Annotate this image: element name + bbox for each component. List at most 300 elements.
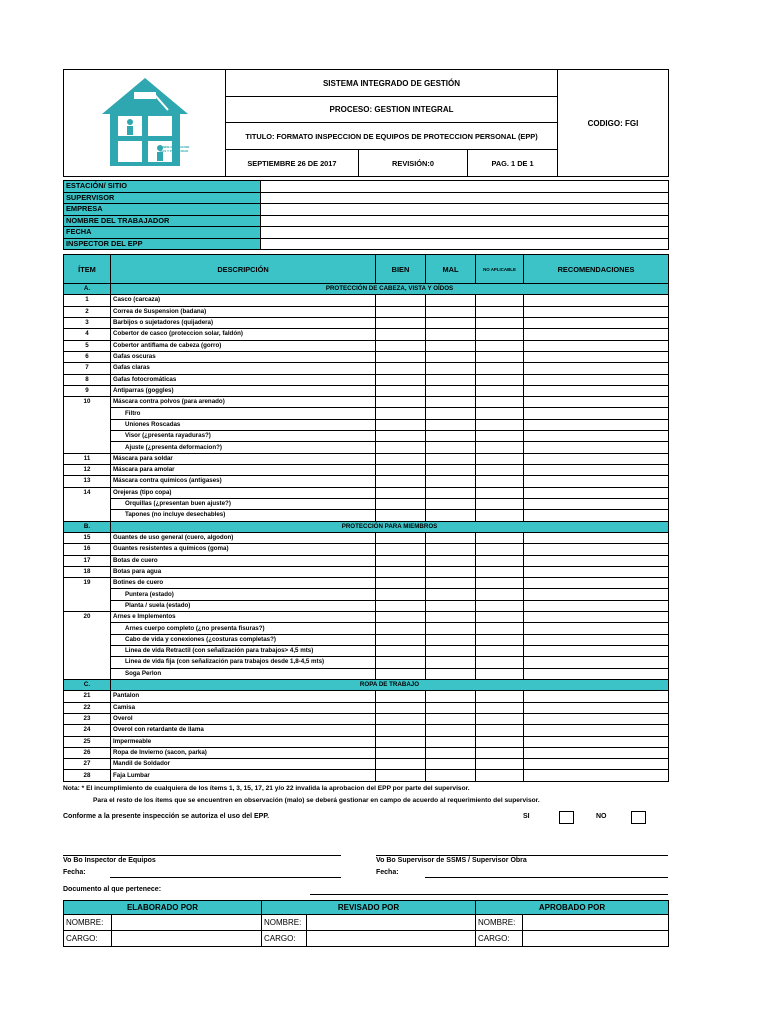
not-applicable-cell[interactable] bbox=[476, 329, 524, 340]
good-cell[interactable] bbox=[376, 634, 426, 645]
bad-cell[interactable] bbox=[426, 351, 476, 362]
item-number: 6 bbox=[64, 351, 111, 362]
document-title: TITULO: FORMATO INSPECCION DE EQUIPOS DE PROTECCION PERSONAL (EPP) bbox=[226, 123, 558, 150]
sub-item-description: Puntera (estado) bbox=[111, 589, 376, 600]
table-row bbox=[64, 465, 669, 476]
info-value-field[interactable] bbox=[261, 215, 669, 227]
good-cell[interactable] bbox=[376, 566, 426, 577]
table-row bbox=[64, 374, 669, 385]
not-applicable-cell[interactable] bbox=[476, 442, 524, 453]
item-number: 20 bbox=[64, 612, 111, 680]
good-cell[interactable] bbox=[376, 465, 426, 476]
recommendation-cell[interactable] bbox=[524, 442, 669, 453]
info-label: INSPECTOR DEL EPP bbox=[64, 238, 261, 250]
bad-cell[interactable] bbox=[426, 419, 476, 430]
approved-position-label: CARGO: bbox=[476, 931, 523, 947]
no-label: NO bbox=[596, 813, 607, 820]
section-row bbox=[64, 679, 669, 690]
not-applicable-cell[interactable] bbox=[476, 578, 524, 589]
item-description: Cobertor antiflama de cabeza (gorro) bbox=[111, 340, 376, 351]
supervisor-date-line[interactable] bbox=[425, 877, 668, 878]
bad-cell[interactable] bbox=[426, 408, 476, 419]
table-row bbox=[64, 487, 669, 498]
good-cell[interactable] bbox=[376, 329, 426, 340]
item-description: Máscara para soldar bbox=[111, 453, 376, 464]
prepared-name-field[interactable] bbox=[112, 915, 262, 931]
recommendation-cell[interactable] bbox=[524, 419, 669, 430]
approved-position-field[interactable] bbox=[523, 931, 669, 947]
item-description: Barbijos o sujetadores (quijadera) bbox=[111, 317, 376, 328]
good-cell[interactable] bbox=[376, 544, 426, 555]
recommendation-cell[interactable] bbox=[524, 544, 669, 555]
good-cell[interactable] bbox=[376, 747, 426, 758]
good-cell[interactable] bbox=[376, 759, 426, 770]
table-row bbox=[64, 453, 669, 464]
bad-cell[interactable] bbox=[426, 510, 476, 521]
item-number: 26 bbox=[64, 747, 111, 758]
recommendation-cell[interactable] bbox=[524, 759, 669, 770]
not-applicable-cell[interactable] bbox=[476, 385, 524, 396]
yes-checkbox[interactable] bbox=[559, 811, 574, 824]
bad-cell[interactable] bbox=[426, 555, 476, 566]
not-applicable-cell[interactable] bbox=[476, 465, 524, 476]
table-row bbox=[64, 747, 669, 758]
sub-item-description: Tapones (no incluye desechables) bbox=[111, 510, 376, 521]
good-cell[interactable] bbox=[376, 431, 426, 442]
section-title: PROTECCIÓN DE CABEZA, VISTA Y OÍDOS bbox=[111, 284, 669, 295]
recommendation-cell[interactable] bbox=[524, 363, 669, 374]
info-value-field[interactable] bbox=[261, 192, 669, 204]
bad-cell[interactable] bbox=[426, 713, 476, 724]
item-number: 22 bbox=[64, 702, 111, 713]
recommendation-cell[interactable] bbox=[524, 646, 669, 657]
bad-cell[interactable] bbox=[426, 736, 476, 747]
inspector-signature-line[interactable] bbox=[63, 855, 341, 856]
not-applicable-cell[interactable] bbox=[476, 453, 524, 464]
supervisor-date-label: Fecha: bbox=[376, 869, 399, 876]
item-description: Botas de cuero bbox=[111, 555, 376, 566]
reviewed-position-field[interactable] bbox=[307, 931, 476, 947]
recommendation-cell[interactable] bbox=[524, 295, 669, 306]
table-row bbox=[64, 431, 669, 442]
item-description: Cobertor de casco (proteccion solar, faldón) bbox=[111, 329, 376, 340]
reviewed-name-field[interactable] bbox=[307, 915, 476, 931]
bad-cell[interactable] bbox=[426, 623, 476, 634]
bad-cell[interactable] bbox=[426, 465, 476, 476]
good-cell[interactable] bbox=[376, 442, 426, 453]
date-revision-row bbox=[226, 150, 557, 176]
sub-item-description: Uniones Roscadas bbox=[111, 419, 376, 430]
bad-cell[interactable] bbox=[426, 657, 476, 668]
yes-label: SI bbox=[523, 813, 530, 820]
not-applicable-cell[interactable] bbox=[476, 555, 524, 566]
good-cell[interactable] bbox=[376, 419, 426, 430]
recommendation-cell[interactable] bbox=[524, 431, 669, 442]
table-row bbox=[64, 295, 669, 306]
table-row bbox=[64, 363, 669, 374]
good-cell[interactable] bbox=[376, 532, 426, 543]
item-number: 1 bbox=[64, 295, 111, 306]
recommendation-cell[interactable] bbox=[524, 408, 669, 419]
recommendation-cell[interactable] bbox=[524, 374, 669, 385]
bad-cell[interactable] bbox=[426, 306, 476, 317]
not-applicable-cell[interactable] bbox=[476, 487, 524, 498]
info-value-field[interactable] bbox=[261, 227, 669, 239]
recommendation-cell[interactable] bbox=[524, 385, 669, 396]
note-line-1: Nota: * El incumplimiento de cualquiera de los ítems 1, 3, 15, 17, 21 y/o 22 invalida la aprobacion del EPP por parte del supervisor. bbox=[63, 785, 470, 792]
reviewed-by-header: REVISADO POR bbox=[262, 901, 476, 915]
good-cell[interactable] bbox=[376, 317, 426, 328]
good-cell[interactable] bbox=[376, 713, 426, 724]
not-applicable-cell[interactable] bbox=[476, 736, 524, 747]
good-cell[interactable] bbox=[376, 657, 426, 668]
info-row bbox=[64, 204, 669, 216]
not-applicable-cell[interactable] bbox=[476, 668, 524, 679]
not-applicable-cell[interactable] bbox=[476, 317, 524, 328]
good-cell[interactable] bbox=[376, 487, 426, 498]
not-applicable-cell[interactable] bbox=[476, 634, 524, 645]
good-cell[interactable] bbox=[376, 476, 426, 487]
supervisor-signature-line[interactable] bbox=[376, 855, 668, 856]
good-cell[interactable] bbox=[376, 578, 426, 589]
info-value-field[interactable] bbox=[261, 204, 669, 216]
table-row bbox=[64, 498, 669, 509]
not-applicable-cell[interactable] bbox=[476, 295, 524, 306]
recommendation-cell[interactable] bbox=[524, 397, 669, 408]
good-cell[interactable] bbox=[376, 623, 426, 634]
recommendation-cell[interactable] bbox=[524, 476, 669, 487]
recommendation-cell[interactable] bbox=[524, 566, 669, 577]
section-letter: C. bbox=[64, 679, 111, 690]
item-number: 16 bbox=[64, 544, 111, 555]
good-cell[interactable] bbox=[376, 770, 426, 781]
item-number: 17 bbox=[64, 555, 111, 566]
item-description: Gafas fotocromáticas bbox=[111, 374, 376, 385]
recommendation-cell[interactable] bbox=[524, 725, 669, 736]
bad-cell[interactable] bbox=[426, 747, 476, 758]
bad-cell[interactable] bbox=[426, 668, 476, 679]
not-applicable-cell[interactable] bbox=[476, 408, 524, 419]
page-number: PAG. 1 DE 1 bbox=[491, 158, 534, 168]
item-description: Orejeras (tipo copa) bbox=[111, 487, 376, 498]
document-reference-label: Documento al que pertenece: bbox=[63, 886, 162, 893]
supervisor-approval-label: Vo Bo Supervisor de SSMS / Supervisor Obra bbox=[376, 857, 527, 864]
table-row bbox=[64, 476, 669, 487]
good-cell[interactable] bbox=[376, 498, 426, 509]
good-cell[interactable] bbox=[376, 589, 426, 600]
item-description: Mandil de Soldador bbox=[111, 759, 376, 770]
table-row bbox=[64, 408, 669, 419]
prepared-by-header: ELABORADO POR bbox=[64, 901, 262, 915]
table-row bbox=[64, 646, 669, 657]
info-label: ESTACIÓN/ SITIO bbox=[64, 181, 261, 193]
not-applicable-cell[interactable] bbox=[476, 419, 524, 430]
item-description: Pantalon bbox=[111, 691, 376, 702]
not-applicable-cell[interactable] bbox=[476, 363, 524, 374]
bad-cell[interactable] bbox=[426, 532, 476, 543]
bad-cell[interactable] bbox=[426, 498, 476, 509]
info-row bbox=[64, 192, 669, 204]
column-not-applicable: NO APLICABLE bbox=[476, 255, 524, 284]
column-description: DESCRIPCIÓN bbox=[111, 255, 376, 284]
bad-cell[interactable] bbox=[426, 612, 476, 623]
no-checkbox[interactable] bbox=[631, 811, 646, 824]
recommendation-cell[interactable] bbox=[524, 510, 669, 521]
bad-cell[interactable] bbox=[426, 725, 476, 736]
sub-item-description: Visor (¿presenta rayaduras?) bbox=[111, 431, 376, 442]
bad-cell[interactable] bbox=[426, 397, 476, 408]
recommendation-cell[interactable] bbox=[524, 555, 669, 566]
recommendation-cell[interactable] bbox=[524, 487, 669, 498]
recommendation-cell[interactable] bbox=[524, 770, 669, 781]
table-row bbox=[64, 340, 669, 351]
table-row bbox=[64, 317, 669, 328]
bad-cell[interactable] bbox=[426, 578, 476, 589]
bad-cell[interactable] bbox=[426, 363, 476, 374]
item-number: 3 bbox=[64, 317, 111, 328]
good-cell[interactable] bbox=[376, 702, 426, 713]
bad-cell[interactable] bbox=[426, 476, 476, 487]
logo-cell bbox=[64, 70, 226, 177]
recommendation-cell[interactable] bbox=[524, 578, 669, 589]
item-description: Casco (carcaza) bbox=[111, 295, 376, 306]
not-applicable-cell[interactable] bbox=[476, 657, 524, 668]
recommendation-cell[interactable] bbox=[524, 691, 669, 702]
document-reference-line[interactable] bbox=[310, 894, 668, 895]
not-applicable-cell[interactable] bbox=[476, 397, 524, 408]
sub-item-description: Cabo de vida y conexiones (¿costuras completas?) bbox=[111, 634, 376, 645]
table-row bbox=[64, 759, 669, 770]
good-cell[interactable] bbox=[376, 295, 426, 306]
good-cell[interactable] bbox=[376, 736, 426, 747]
not-applicable-cell[interactable] bbox=[476, 431, 524, 442]
bad-cell[interactable] bbox=[426, 487, 476, 498]
recommendation-cell[interactable] bbox=[524, 747, 669, 758]
good-cell[interactable] bbox=[376, 306, 426, 317]
recommendation-cell[interactable] bbox=[524, 736, 669, 747]
good-cell[interactable] bbox=[376, 555, 426, 566]
bad-cell[interactable] bbox=[426, 646, 476, 657]
not-applicable-cell[interactable] bbox=[476, 770, 524, 781]
not-applicable-cell[interactable] bbox=[476, 340, 524, 351]
inspector-approval-label: Vo Bo Inspector de Equipos bbox=[63, 857, 156, 864]
not-applicable-cell[interactable] bbox=[476, 306, 524, 317]
recommendation-cell[interactable] bbox=[524, 329, 669, 340]
table-row bbox=[64, 419, 669, 430]
table-row bbox=[64, 442, 669, 453]
recommendation-cell[interactable] bbox=[524, 306, 669, 317]
section-letter: B. bbox=[64, 521, 111, 532]
table-row bbox=[64, 702, 669, 713]
item-number: 13 bbox=[64, 476, 111, 487]
recommendation-cell[interactable] bbox=[524, 532, 669, 543]
item-description: Overol bbox=[111, 713, 376, 724]
bad-cell[interactable] bbox=[426, 702, 476, 713]
process-name: PROCESO: GESTION INTEGRAL bbox=[226, 97, 558, 123]
table-row bbox=[64, 544, 669, 555]
house-logo-icon bbox=[98, 74, 192, 170]
bad-cell[interactable] bbox=[426, 589, 476, 600]
reviewed-name-label: NOMBRE: bbox=[262, 915, 307, 931]
bad-cell[interactable] bbox=[426, 634, 476, 645]
not-applicable-cell[interactable] bbox=[476, 747, 524, 758]
good-cell[interactable] bbox=[376, 363, 426, 374]
not-applicable-cell[interactable] bbox=[476, 691, 524, 702]
recommendation-cell[interactable] bbox=[524, 657, 669, 668]
not-applicable-cell[interactable] bbox=[476, 510, 524, 521]
table-row bbox=[64, 397, 669, 408]
not-applicable-cell[interactable] bbox=[476, 566, 524, 577]
item-description: Gafas claras bbox=[111, 363, 376, 374]
item-number: 27 bbox=[64, 759, 111, 770]
not-applicable-cell[interactable] bbox=[476, 374, 524, 385]
table-row bbox=[64, 657, 669, 668]
info-value-field[interactable] bbox=[261, 238, 669, 250]
inspector-date-line[interactable] bbox=[110, 877, 341, 878]
recommendation-cell[interactable] bbox=[524, 702, 669, 713]
good-cell[interactable] bbox=[376, 646, 426, 657]
bad-cell[interactable] bbox=[426, 544, 476, 555]
column-bad: MAL bbox=[426, 255, 476, 284]
bad-cell[interactable] bbox=[426, 759, 476, 770]
good-cell[interactable] bbox=[376, 668, 426, 679]
bad-cell[interactable] bbox=[426, 600, 476, 611]
recommendation-cell[interactable] bbox=[524, 668, 669, 679]
recommendation-cell[interactable] bbox=[524, 634, 669, 645]
recommendation-cell[interactable] bbox=[524, 600, 669, 611]
table-row bbox=[64, 691, 669, 702]
info-label: SUPERVISOR bbox=[64, 192, 261, 204]
recommendation-cell[interactable] bbox=[524, 498, 669, 509]
bad-cell[interactable] bbox=[426, 453, 476, 464]
good-cell[interactable] bbox=[376, 408, 426, 419]
not-applicable-cell[interactable] bbox=[476, 600, 524, 611]
item-description: Máscara contra polvos (para arenado) bbox=[111, 397, 376, 408]
good-cell[interactable] bbox=[376, 453, 426, 464]
recommendation-cell[interactable] bbox=[524, 623, 669, 634]
not-applicable-cell[interactable] bbox=[476, 702, 524, 713]
not-applicable-cell[interactable] bbox=[476, 351, 524, 362]
not-applicable-cell[interactable] bbox=[476, 725, 524, 736]
column-item: ÍTEM bbox=[64, 255, 111, 284]
not-applicable-cell[interactable] bbox=[476, 623, 524, 634]
table-row bbox=[64, 555, 669, 566]
item-number: 2 bbox=[64, 306, 111, 317]
recommendation-cell[interactable] bbox=[524, 317, 669, 328]
info-value-field[interactable] bbox=[261, 181, 669, 193]
good-cell[interactable] bbox=[376, 397, 426, 408]
good-cell[interactable] bbox=[376, 691, 426, 702]
table-row bbox=[64, 532, 669, 543]
not-applicable-cell[interactable] bbox=[476, 589, 524, 600]
not-applicable-cell[interactable] bbox=[476, 498, 524, 509]
item-number: 8 bbox=[64, 374, 111, 385]
table-row bbox=[64, 578, 669, 589]
good-cell[interactable] bbox=[376, 600, 426, 611]
table-row bbox=[64, 725, 669, 736]
item-number: 15 bbox=[64, 532, 111, 543]
approved-name-field[interactable] bbox=[523, 915, 669, 931]
signature-table bbox=[63, 900, 669, 947]
section-row bbox=[64, 284, 669, 295]
sub-item-description: Arnes cuerpo completo (¿no presenta fisuras?) bbox=[111, 623, 376, 634]
bad-cell[interactable] bbox=[426, 329, 476, 340]
inspector-date-label: Fecha: bbox=[63, 869, 86, 876]
prepared-position-label: CARGO: bbox=[64, 931, 112, 947]
item-number: 25 bbox=[64, 736, 111, 747]
not-applicable-cell[interactable] bbox=[476, 759, 524, 770]
good-cell[interactable] bbox=[376, 385, 426, 396]
bad-cell[interactable] bbox=[426, 374, 476, 385]
table-row bbox=[64, 306, 669, 317]
recommendation-cell[interactable] bbox=[524, 612, 669, 623]
item-number: 24 bbox=[64, 725, 111, 736]
not-applicable-cell[interactable] bbox=[476, 612, 524, 623]
item-number: 21 bbox=[64, 691, 111, 702]
good-cell[interactable] bbox=[376, 725, 426, 736]
bad-cell[interactable] bbox=[426, 770, 476, 781]
item-description: Guantes de uso general (cuero, algodon) bbox=[111, 532, 376, 543]
item-description: Botas para agua bbox=[111, 566, 376, 577]
document-header bbox=[63, 69, 669, 177]
item-description: Ropa de Invierno (sacon, parka) bbox=[111, 747, 376, 758]
good-cell[interactable] bbox=[376, 351, 426, 362]
not-applicable-cell[interactable] bbox=[476, 646, 524, 657]
bad-cell[interactable] bbox=[426, 317, 476, 328]
reviewed-position-label: CARGO: bbox=[262, 931, 307, 947]
info-label: EMPRESA bbox=[64, 204, 261, 216]
table-row bbox=[64, 770, 669, 781]
recommendation-cell[interactable] bbox=[524, 351, 669, 362]
not-applicable-cell[interactable] bbox=[476, 532, 524, 543]
good-cell[interactable] bbox=[376, 612, 426, 623]
bad-cell[interactable] bbox=[426, 431, 476, 442]
item-number: 7 bbox=[64, 363, 111, 374]
table-row bbox=[64, 713, 669, 724]
good-cell[interactable] bbox=[376, 340, 426, 351]
prepared-position-field[interactable] bbox=[112, 931, 262, 947]
table-row bbox=[64, 668, 669, 679]
recommendation-cell[interactable] bbox=[524, 465, 669, 476]
item-description: Impermeable bbox=[111, 736, 376, 747]
bad-cell[interactable] bbox=[426, 566, 476, 577]
item-number: 10 bbox=[64, 397, 111, 454]
recommendation-cell[interactable] bbox=[524, 340, 669, 351]
sub-item-description: Ajuste (¿presenta deformacion?) bbox=[111, 442, 376, 453]
recommendation-cell[interactable] bbox=[524, 589, 669, 600]
recommendation-cell[interactable] bbox=[524, 453, 669, 464]
bad-cell[interactable] bbox=[426, 385, 476, 396]
not-applicable-cell[interactable] bbox=[476, 544, 524, 555]
table-row bbox=[64, 612, 669, 623]
item-number: 4 bbox=[64, 329, 111, 340]
item-number: 23 bbox=[64, 713, 111, 724]
item-number: 18 bbox=[64, 566, 111, 577]
good-cell[interactable] bbox=[376, 374, 426, 385]
sub-item-description: Planta / suela (estado) bbox=[111, 600, 376, 611]
not-applicable-cell[interactable] bbox=[476, 713, 524, 724]
good-cell[interactable] bbox=[376, 510, 426, 521]
bad-cell[interactable] bbox=[426, 295, 476, 306]
column-good: BIEN bbox=[376, 255, 426, 284]
item-description: Máscara contra químicos (antigases) bbox=[111, 476, 376, 487]
recommendation-cell[interactable] bbox=[524, 713, 669, 724]
not-applicable-cell[interactable] bbox=[476, 476, 524, 487]
bad-cell[interactable] bbox=[426, 691, 476, 702]
bad-cell[interactable] bbox=[426, 442, 476, 453]
bad-cell[interactable] bbox=[426, 340, 476, 351]
item-description: Guantes resistentes a químicos (goma) bbox=[111, 544, 376, 555]
